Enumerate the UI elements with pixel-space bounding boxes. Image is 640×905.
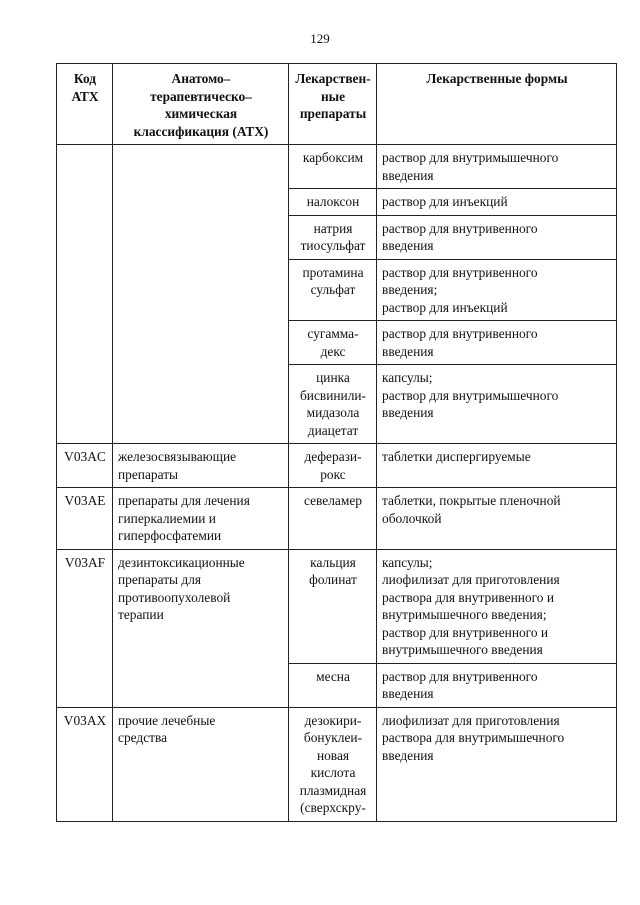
classification-cell: дезинтоксикационные препараты для противоопухолевой терапии [113,549,289,707]
forms-cell: капсулы; раствор для внутримышечного введения [377,365,617,444]
forms-cell: раствор для внутривенного введения [377,215,617,259]
table-row [57,145,617,189]
drug-cell: цинка бисвинили- мидазола диацетат [289,365,377,444]
code-cell: V03AC [57,444,113,488]
drug-cell: протамина сульфат [289,259,377,321]
header-code: Код АТХ [57,64,113,145]
code-cell: V03AF [57,549,113,707]
table-header-row [57,64,617,145]
drug-cell: кальция фолинат [289,549,377,663]
header-classification: Анатомо– терапевтическо– химическая классификация (АТХ) [113,64,289,145]
drug-cell: севеламер [289,488,377,550]
code-cell: V03AE [57,488,113,550]
header-drugs: Лекарствен- ные препараты [289,64,377,145]
forms-cell: лиофилизат для приготовления раствора для внутримышечного введения [377,707,617,821]
table-row [57,707,617,821]
table-row [57,488,617,550]
classification-cell: прочие лечебные средства [113,707,289,821]
drug-cell: деферази- рокс [289,444,377,488]
header-forms: Лекарственные формы [377,64,617,145]
forms-cell: таблетки, покрытые пленочной оболочкой [377,488,617,550]
table-row [57,549,617,663]
page-number: 129 [310,31,330,46]
forms-cell: раствор для внутримышечного введения [377,145,617,189]
classification-cell: железосвязывающие препараты [113,444,289,488]
table-row [57,444,617,488]
code-cell: V03AX [57,707,113,821]
classification-cell: препараты для лечения гиперкалиемии и гиперфосфатемии [113,488,289,550]
drug-cell: налоксон [289,189,377,216]
drug-cell: натрия тиосульфат [289,215,377,259]
forms-cell: капсулы; лиофилизат для приготовления раствора для внутривенного и внутримышечного введения; раствор для внутривенного и внутримышечного введения [377,549,617,663]
forms-cell: раствор для внутривенного введения [377,663,617,707]
drug-cell: месна [289,663,377,707]
drug-cell: карбоксим [289,145,377,189]
forms-cell: раствор для внутривенного введения [377,321,617,365]
drug-cell: дезокири- бонуклеи- новая кислота плазмидная (сверхскру- [289,707,377,821]
forms-cell: таблетки диспергируемые [377,444,617,488]
code-cell-empty [57,145,113,444]
drug-cell: сугамма- декс [289,321,377,365]
forms-cell: раствор для инъекций [377,189,617,216]
forms-cell: раствор для внутривенного введения; раствор для инъекций [377,259,617,321]
classification-cell-empty [113,145,289,444]
atx-table [56,63,617,822]
